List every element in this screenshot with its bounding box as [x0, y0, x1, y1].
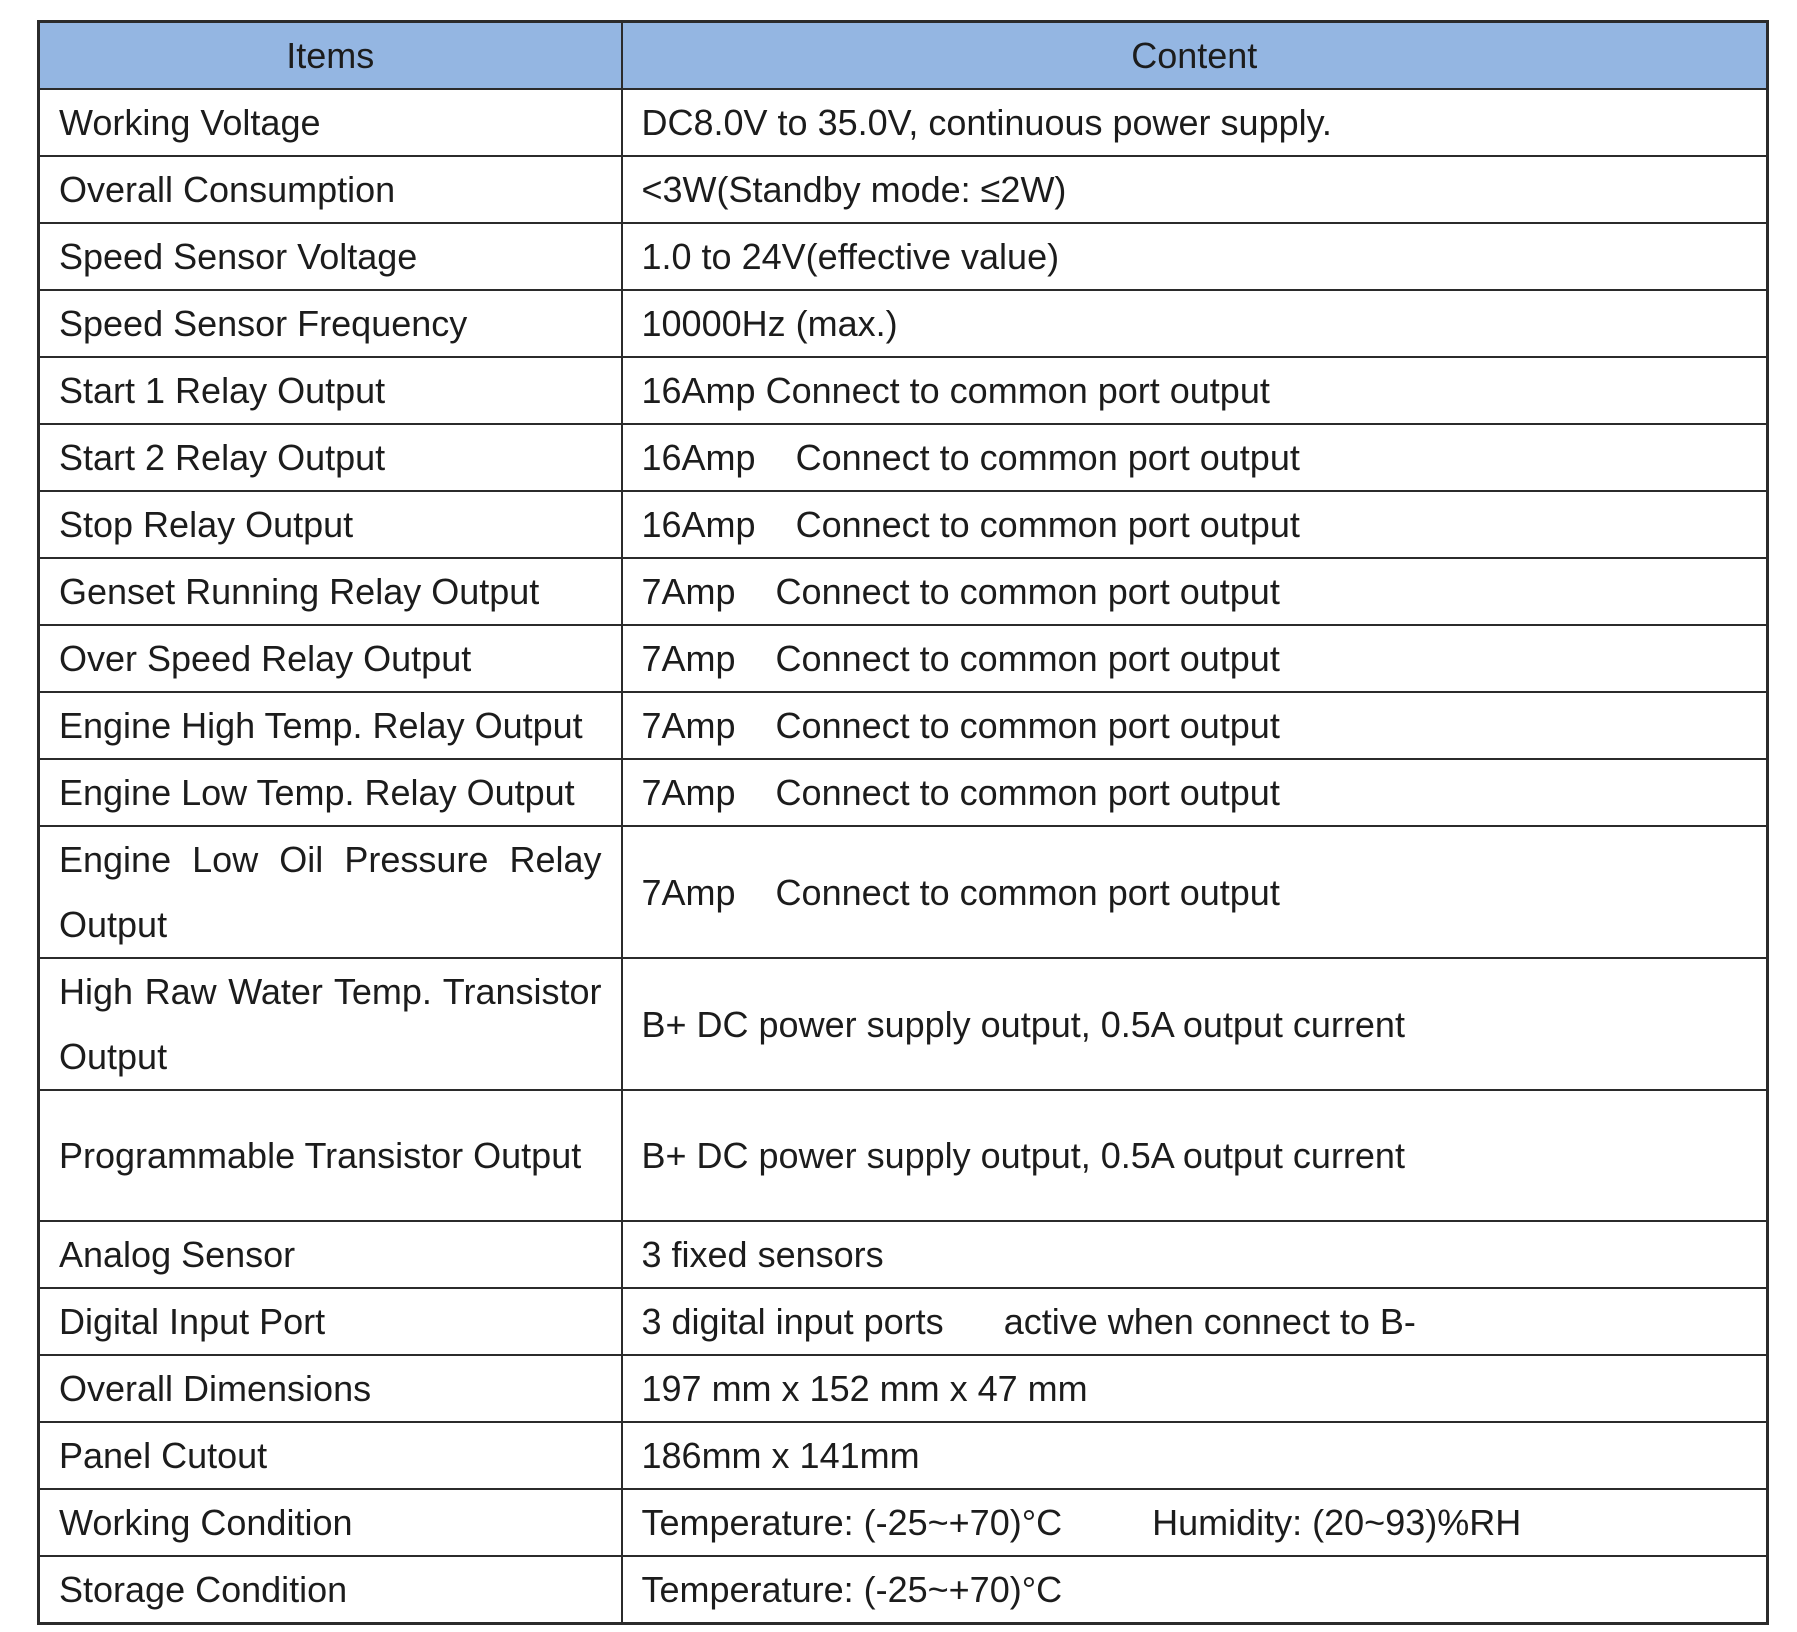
row-content: 7Amp Connect to common port output: [622, 759, 1768, 826]
row-item: Engine Low Oil Pressure Relay Output: [39, 826, 622, 958]
row-item: Stop Relay Output: [39, 491, 622, 558]
row-item: Overall Dimensions: [39, 1355, 622, 1422]
row-content: 16Amp Connect to common port output: [622, 424, 1768, 491]
row-item: Start 1 Relay Output: [39, 357, 622, 424]
table-row: [39, 424, 1768, 491]
row-item: Programmable Transistor Output: [39, 1090, 622, 1221]
row-content: Temperature: (-25~+70)°C Humidity: (20~93)%RH: [622, 1489, 1768, 1556]
row-content: 3 fixed sensors: [622, 1221, 1768, 1288]
row-item: Working Voltage: [39, 89, 622, 156]
row-content: 1.0 to 24V(effective value): [622, 223, 1768, 290]
table-row: [39, 958, 1768, 1090]
row-item: Engine Low Temp. Relay Output: [39, 759, 622, 826]
table-row: [39, 759, 1768, 826]
row-item: Analog Sensor: [39, 1221, 622, 1288]
table-row: [39, 290, 1768, 357]
row-content: B+ DC power supply output, 0.5A output current: [622, 958, 1768, 1090]
row-content: 7Amp Connect to common port output: [622, 625, 1768, 692]
table-row: [39, 826, 1768, 958]
row-content: 3 digital input ports active when connect to B-: [622, 1288, 1768, 1355]
table-row: [39, 1288, 1768, 1355]
row-content: 7Amp Connect to common port output: [622, 692, 1768, 759]
row-item: Overall Consumption: [39, 156, 622, 223]
row-item: Genset Running Relay Output: [39, 558, 622, 625]
table-header-row: [39, 22, 1768, 90]
row-content: 16Amp Connect to common port output: [622, 491, 1768, 558]
table-row: [39, 1422, 1768, 1489]
table-row: [39, 491, 1768, 558]
row-item: Digital Input Port: [39, 1288, 622, 1355]
row-item: Speed Sensor Frequency: [39, 290, 622, 357]
table-row: [39, 357, 1768, 424]
table-row: [39, 692, 1768, 759]
row-item: Working Condition: [39, 1489, 622, 1556]
row-content: B+ DC power supply output, 0.5A output current: [622, 1090, 1768, 1221]
row-content: DC8.0V to 35.0V, continuous power supply.: [622, 89, 1768, 156]
specification-table: [37, 20, 1769, 1625]
row-item: Over Speed Relay Output: [39, 625, 622, 692]
row-item: Speed Sensor Voltage: [39, 223, 622, 290]
header-content: Content: [622, 22, 1768, 90]
row-content: 16Amp Connect to common port output: [622, 357, 1768, 424]
row-content: 186mm x 141mm: [622, 1422, 1768, 1489]
table-row: [39, 223, 1768, 290]
table-row: [39, 558, 1768, 625]
row-content: 197 mm x 152 mm x 47 mm: [622, 1355, 1768, 1422]
table-row: [39, 1090, 1768, 1221]
table-row: [39, 1221, 1768, 1288]
row-item: Engine High Temp. Relay Output: [39, 692, 622, 759]
row-content: 7Amp Connect to common port output: [622, 826, 1768, 958]
table-row: [39, 625, 1768, 692]
row-content: <3W(Standby mode: ≤2W): [622, 156, 1768, 223]
row-item: Panel Cutout: [39, 1422, 622, 1489]
row-item: High Raw Water Temp. Transistor Output: [39, 958, 622, 1090]
row-item: Storage Condition: [39, 1556, 622, 1624]
table-row: [39, 1355, 1768, 1422]
table-row: [39, 1556, 1768, 1624]
table-row: [39, 156, 1768, 223]
row-content: 7Amp Connect to common port output: [622, 558, 1768, 625]
header-items: Items: [39, 22, 622, 90]
row-content: 10000Hz (max.): [622, 290, 1768, 357]
table-row: [39, 89, 1768, 156]
row-item: Start 2 Relay Output: [39, 424, 622, 491]
row-content: Temperature: (-25~+70)°C: [622, 1556, 1768, 1624]
table-row: [39, 1489, 1768, 1556]
